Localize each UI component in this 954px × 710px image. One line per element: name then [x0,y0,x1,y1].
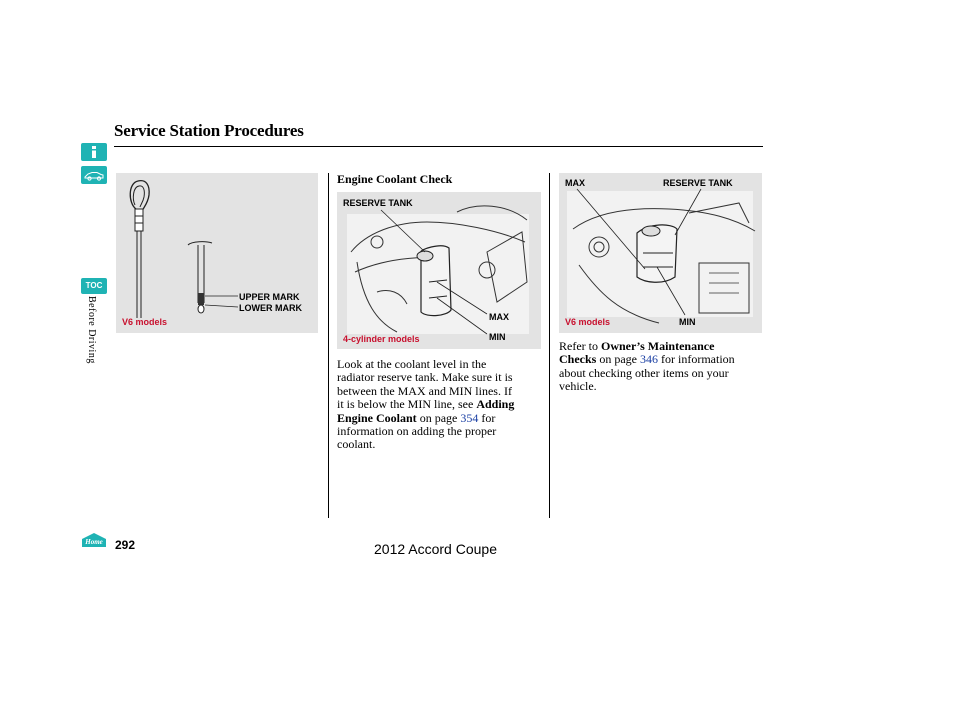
v6-caption: V6 models [565,317,611,327]
column-divider [549,173,550,518]
text-line: Look at the coolant level in the [337,357,487,371]
car-icon [81,166,107,184]
upper-mark-label: UPPER MARK [239,292,300,302]
dipstick-figure [116,173,318,333]
min-label: MIN [679,317,696,327]
text-line [559,353,764,366]
page-title: Service Station Procedures [114,121,304,140]
reserve-tank-label: RESERVE TANK [343,198,413,208]
4cyl-caption: 4-cylinder models [343,334,420,344]
title-divider [114,146,763,147]
text-span: on page [596,352,640,367]
info-tab-button[interactable] [81,143,107,161]
toc-button[interactable]: TOC [81,278,107,294]
text-span: it is below the MIN line, see [337,397,477,412]
text-span: Refer to [559,339,601,353]
home-button[interactable] [81,532,107,548]
text-span: on page [416,410,461,425]
car-tab-button[interactable] [81,166,107,184]
coolant-v6-figure [559,173,762,333]
text-line: between the MAX and MIN lines. If [337,383,512,398]
lower-mark-label: LOWER MARK [239,303,302,313]
text-line: vehicle. [559,379,597,394]
coolant-paragraph [337,358,547,452]
footer-model: 2012 Accord Coupe [374,541,497,557]
dipstick-caption: V6 models [122,317,168,327]
min-label: MIN [489,332,506,342]
maintenance-checks-ref: Owner’s Maintenance [600,339,715,353]
text-line: radiator reserve tank. Make sure it is [337,370,513,385]
column-divider [328,173,329,518]
engine-coolant-ref: Engine Coolant [337,410,417,425]
coolant-4cyl-figure [337,192,541,349]
checks-ref: Checks [559,352,597,367]
text-line [559,340,764,353]
home-label: Home [85,538,103,546]
engine-bay-v6-illustration [559,173,762,333]
max-label: MAX [489,312,509,322]
text-span: for [478,410,496,425]
adding-coolant-ref: Adding [476,397,515,412]
text-span: for information [658,352,735,367]
text-line: information on adding the proper [337,424,497,439]
text-line [337,398,547,411]
page-346-link[interactable]: 346 [640,352,658,367]
section-label: Before Driving [86,296,97,364]
home-icon [81,532,107,548]
page-number: 292 [115,538,136,552]
info-icon [81,143,107,161]
page-354-link[interactable]: 354 [460,410,479,425]
coolant-check-heading: Engine Coolant Check [337,172,453,186]
engine-bay-illustration [337,192,541,349]
text-line [337,412,547,425]
refer-paragraph [559,340,764,394]
reserve-tank-label: RESERVE TANK [663,178,733,188]
text-line: coolant. [337,437,376,452]
text-line: about checking other items on your [559,365,729,380]
max-label: MAX [565,178,585,188]
